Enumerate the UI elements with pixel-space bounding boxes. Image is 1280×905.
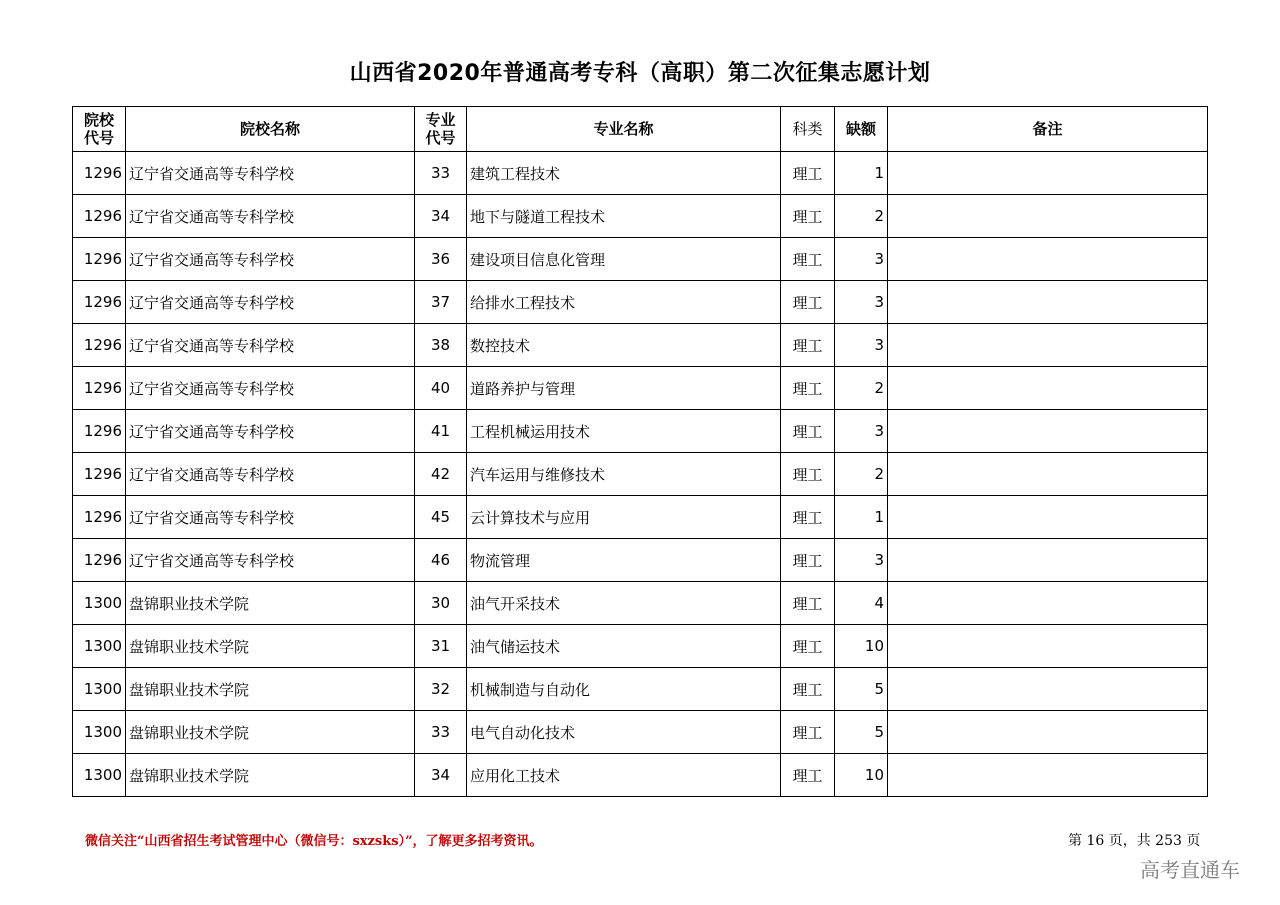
major-code-cell: 46 [415,539,467,582]
vacancies-cell: 3 [835,324,888,367]
header-category: 科类 [781,107,835,152]
header-school-name: 院校名称 [126,107,415,152]
major-code-cell: 38 [415,324,467,367]
category-cell: 理工 [781,281,835,324]
vacancies-cell: 3 [835,281,888,324]
remarks-cell [888,281,1208,324]
table-row [73,582,1208,625]
header-remarks: 备注 [888,107,1208,152]
school-name-cell: 辽宁省交通高等专科学校 [126,367,415,410]
major-name-cell: 云计算技术与应用 [467,496,781,539]
school-code-cell: 1300 [73,754,126,797]
remarks-cell [888,195,1208,238]
major-code-cell: 37 [415,281,467,324]
category-cell: 理工 [781,496,835,539]
school-code-cell: 1300 [73,582,126,625]
vacancies-cell: 5 [835,668,888,711]
header-vacancies: 缺额 [835,107,888,152]
category-cell: 理工 [781,582,835,625]
major-name-cell: 工程机械运用技术 [467,410,781,453]
remarks-cell [888,410,1208,453]
remarks-cell [888,367,1208,410]
major-code-cell: 32 [415,668,467,711]
school-name-cell: 盘锦职业技术学院 [126,668,415,711]
major-code-cell: 33 [415,711,467,754]
vacancies-cell: 2 [835,367,888,410]
school-code-cell: 1296 [73,281,126,324]
remarks-cell [888,668,1208,711]
vacancies-cell: 1 [835,496,888,539]
major-name-cell: 电气自动化技术 [467,711,781,754]
page-title: 山西省2020年普通高考专科（高职）第二次征集志愿计划 [349,61,931,86]
school-code-cell: 1296 [73,539,126,582]
table-row [73,711,1208,754]
vacancies-cell: 1 [835,152,888,195]
vacancies-cell: 2 [835,453,888,496]
vacancies-cell: 5 [835,711,888,754]
major-name-cell: 建设项目信息化管理 [467,238,781,281]
vacancies-cell: 3 [835,539,888,582]
enrollment-plan-table [72,106,1208,797]
remarks-cell [888,625,1208,668]
category-cell: 理工 [781,625,835,668]
school-name-cell: 辽宁省交通高等专科学校 [126,496,415,539]
remarks-cell [888,324,1208,367]
major-name-cell: 汽车运用与维修技术 [467,453,781,496]
school-name-cell: 辽宁省交通高等专科学校 [126,453,415,496]
category-cell: 理工 [781,410,835,453]
vacancies-cell: 3 [835,410,888,453]
table-row [73,367,1208,410]
school-name-cell: 盘锦职业技术学院 [126,754,415,797]
major-name-cell: 物流管理 [467,539,781,582]
table-row [73,625,1208,668]
category-cell: 理工 [781,668,835,711]
school-code-cell: 1300 [73,668,126,711]
school-name-cell: 盘锦职业技术学院 [126,582,415,625]
school-code-cell: 1300 [73,711,126,754]
vacancies-cell: 10 [835,754,888,797]
major-code-cell: 30 [415,582,467,625]
major-name-cell: 油气开采技术 [467,582,781,625]
category-cell: 理工 [781,367,835,410]
school-name-cell: 辽宁省交通高等专科学校 [126,195,415,238]
school-code-cell: 1296 [73,496,126,539]
category-cell: 理工 [781,324,835,367]
major-code-cell: 40 [415,367,467,410]
school-code-cell: 1296 [73,324,126,367]
school-code-cell: 1296 [73,410,126,453]
major-code-cell: 41 [415,410,467,453]
remarks-cell [888,754,1208,797]
category-cell: 理工 [781,238,835,281]
major-name-cell: 应用化工技术 [467,754,781,797]
vacancies-cell: 2 [835,195,888,238]
category-cell: 理工 [781,195,835,238]
major-name-cell: 道路养护与管理 [467,367,781,410]
major-code-cell: 45 [415,496,467,539]
remarks-cell [888,238,1208,281]
school-code-cell: 1300 [73,625,126,668]
school-name-cell: 辽宁省交通高等专科学校 [126,281,415,324]
table-row [73,238,1208,281]
header-major-code: 专业 代号 [415,107,467,152]
school-name-cell: 辽宁省交通高等专科学校 [126,238,415,281]
school-code-cell: 1296 [73,195,126,238]
category-cell: 理工 [781,453,835,496]
watermark-text: 高考直通车 [1140,858,1240,882]
school-name-cell: 辽宁省交通高等专科学校 [126,324,415,367]
table-row [73,668,1208,711]
table-row [73,754,1208,797]
school-name-cell: 辽宁省交通高等专科学校 [126,152,415,195]
table-row [73,539,1208,582]
school-name-cell: 盘锦职业技术学院 [126,625,415,668]
table-row [73,195,1208,238]
major-code-cell: 33 [415,152,467,195]
vacancies-cell: 4 [835,582,888,625]
table-header-row [73,107,1208,152]
major-code-cell: 42 [415,453,467,496]
school-code-cell: 1296 [73,238,126,281]
major-code-cell: 34 [415,195,467,238]
major-name-cell: 给排水工程技术 [467,281,781,324]
remarks-cell [888,539,1208,582]
table-row [73,324,1208,367]
category-cell: 理工 [781,152,835,195]
category-cell: 理工 [781,754,835,797]
major-name-cell: 数控技术 [467,324,781,367]
major-code-cell: 31 [415,625,467,668]
wechat-notice: 微信关注“山西省招生考试管理中心（微信号：sxzsks）”，了解更多招考资讯。 [85,834,543,849]
school-code-cell: 1296 [73,152,126,195]
remarks-cell [888,152,1208,195]
school-name-cell: 盘锦职业技术学院 [126,711,415,754]
major-name-cell: 油气储运技术 [467,625,781,668]
school-code-cell: 1296 [73,367,126,410]
remarks-cell [888,582,1208,625]
major-code-cell: 36 [415,238,467,281]
table-row [73,410,1208,453]
table-row [73,281,1208,324]
page-indicator: 第 16 页，共 253 页 [1068,833,1201,849]
remarks-cell [888,711,1208,754]
vacancies-cell: 3 [835,238,888,281]
table-row [73,453,1208,496]
school-name-cell: 辽宁省交通高等专科学校 [126,410,415,453]
category-cell: 理工 [781,711,835,754]
table-row [73,496,1208,539]
header-major-name: 专业名称 [467,107,781,152]
table-row [73,152,1208,195]
school-code-cell: 1296 [73,453,126,496]
school-name-cell: 辽宁省交通高等专科学校 [126,539,415,582]
category-cell: 理工 [781,539,835,582]
vacancies-cell: 10 [835,625,888,668]
remarks-cell [888,453,1208,496]
major-name-cell: 机械制造与自动化 [467,668,781,711]
header-school-code: 院校 代号 [73,107,126,152]
major-name-cell: 地下与隧道工程技术 [467,195,781,238]
major-name-cell: 建筑工程技术 [467,152,781,195]
major-code-cell: 34 [415,754,467,797]
remarks-cell [888,496,1208,539]
